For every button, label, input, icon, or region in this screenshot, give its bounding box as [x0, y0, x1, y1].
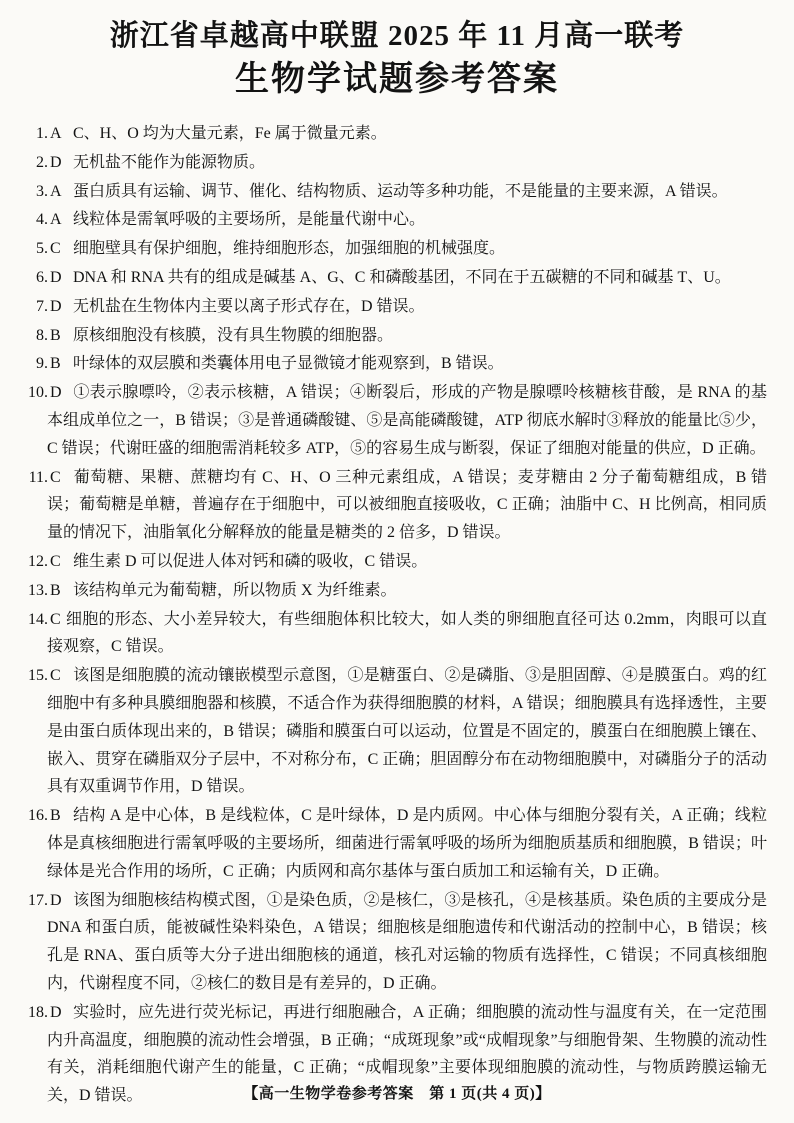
question-number: 11. [28, 468, 48, 486]
answer-explanation: 实验时，应先进行荧光标记，再进行细胞融合，A 正确；细胞膜的流动性与温度有关，在一定范围内升高温度，细胞膜的流动性会增强，B 正确；“成斑现象”或“成帽现象”与细胞骨架、生物膜的流动性有关，消耗细胞代谢产生的能量，C 正确；“成帽现象”主要体现细胞膜的流动性，与物质跨膜运输无关，D 错误。 [47, 1003, 767, 1105]
answer-item [25, 548, 767, 576]
answer-choice: B [50, 581, 61, 599]
exam-title: 浙江省卓越高中联盟 2025 年 11 月高一联考 [109, 20, 685, 52]
answer-key-title: 生物学试题参考答案 [235, 61, 559, 98]
answer-item [25, 606, 767, 662]
answer-item [25, 149, 767, 177]
answer-item [25, 464, 767, 547]
answer-choice: D [50, 297, 62, 315]
answer-item [25, 350, 767, 378]
answer-choice: C [50, 468, 61, 486]
question-number: 6. [36, 268, 48, 286]
question-number: 16. [28, 807, 48, 825]
answer-choice: A [50, 182, 62, 200]
answer-explanation: 葡萄糖、果糖、蔗糖均有 C、H、O 三种元素组成，A 错误；麦芽糖由 2 分子葡萄糖组成，B 错误；葡萄糖是单糖，普遍存在于细胞中，可以被细胞直接吸收，C 正确；油脂中 C、H 比例高，相同质量的情况下，油脂氧化分解释放的能量是糖类的 2 倍多，D 错误。 [47, 468, 767, 542]
answer-explanation: 无机盐不能作为能源物质。 [73, 153, 266, 171]
answer-label [25, 149, 73, 177]
answer-label [25, 322, 73, 350]
answer-explanation: 细胞壁具有保护细胞，维持细胞形态，加强细胞的机械强度。 [73, 240, 506, 258]
answer-label [25, 887, 73, 915]
answer-choice: A [50, 125, 62, 142]
answer-explanation: 该图是细胞膜的流动镶嵌模型示意图，①是糖蛋白、②是磷脂、③是胆固醇、④是膜蛋白。鸡的红细胞中有多种具膜细胞器和核膜，不适合作为获得细胞膜的材料，A 错误；细胞膜具有选择透性，主要是由蛋白质体现出来的，B 错误；磷脂和膜蛋白可以运动，位置是不固定的，膜蛋白在细胞膜上镶在、嵌入、贯穿在磷脂双分子层中，不对称分布，C 正确；胆固醇分布在动物细胞膜中，对磷脂分子的活动具有双重调节作用，D 错误。 [47, 667, 767, 796]
answer-label [25, 577, 73, 605]
answer-item [25, 293, 767, 321]
answer-label [25, 350, 73, 378]
question-number: 13. [28, 581, 48, 599]
answer-label [25, 120, 73, 148]
answer-choice: B [50, 355, 61, 373]
answer-explanation: 维生素 D 可以促进人体对钙和磷的吸收，C 错误。 [73, 552, 428, 570]
answer-explanation: 蛋白质具有运输、调节、催化、结构物质、运动等多种功能，不是能量的主要来源，A 错误。 [73, 182, 728, 200]
question-number: 5. [36, 240, 48, 258]
answer-label [25, 264, 73, 292]
question-number: 7. [36, 297, 48, 315]
answer-choice: D [50, 268, 62, 286]
answer-item [25, 322, 767, 350]
answer-explanation: C、H、O 均为大量元素，Fe 属于微量元素。 [73, 125, 387, 142]
answer-label [25, 206, 73, 234]
answer-item [25, 264, 767, 292]
answer-explanation: 无机盐在生物体内主要以离子形式存在，D 错误。 [73, 297, 425, 315]
answer-item [25, 802, 767, 885]
question-number: 15. [28, 667, 48, 685]
answer-item [25, 235, 767, 263]
answer-item [25, 206, 767, 234]
answer-item [25, 178, 767, 206]
question-number: 18. [28, 1003, 48, 1021]
question-number: 17. [28, 891, 48, 909]
answer-explanation: 结构 A 是中心体，B 是线粒体，C 是叶绿体，D 是内质网。中心体与细胞分裂有关，A 正确；线粒体是真核细胞进行需氧呼吸的主要场所，细菌进行需氧呼吸的场所为细胞质基质和细胞膜，B 错误；叶绿体是光合作用的场所，C 正确；内质网和高尔基体与蛋白质加工和运输有关，D 正确。 [47, 807, 767, 880]
answer-label [25, 464, 73, 492]
question-number: 14. [28, 610, 48, 628]
answer-item [25, 887, 767, 998]
question-number: 3. [36, 182, 48, 200]
answer-choice: D [50, 384, 62, 402]
answer-item [25, 577, 767, 605]
answer-explanation: 该图为细胞核结构模式图，①是染色质，②是核仁，③是核孔，④是核基质。染色质的主要成分是 DNA 和蛋白质，能被碱性染料染色，A 错误；细胞核是细胞遗传和代谢活动的控制中心，B 错误；核孔是 RNA、蛋白质等大分子进出细胞核的通道，核孔对运输的物质有选择性，C 错误；不同真核细胞内，代谢程度不同，②核仁的数目是有差异的，D 正确。 [47, 891, 767, 992]
answer-explanation: 线粒体是需氧呼吸的主要场所，是能量代谢中心。 [73, 211, 426, 229]
answer-explanation: DNA 和 RNA 共有的组成是碱基 A、G、C 和磷酸基团，不同在于五碳糖的不同和碱基 T、U。 [73, 268, 731, 286]
answer-explanation: ①表示腺嘌呤，②表示核糖，A 错误；④断裂后，形成的产物是腺嘌呤核糖核苷酸，是 RNA 的基本组成单位之一，B 错误；③是普通磷酸键、⑤是高能磷酸键，ATP 彻底水解时③释放的能量比⑤少，C 错误；代谢旺盛的细胞需消耗较多 ATP，⑤的容易生成与断裂，保证了细胞对能量的供应，D 正确。 [47, 384, 767, 457]
answer-item [25, 662, 767, 801]
answer-label [25, 293, 73, 321]
answer-choice: A [50, 211, 62, 229]
answer-explanation: 该结构单元为葡萄糖，所以物质 X 为纤维素。 [73, 581, 397, 599]
answer-choice: D [50, 1003, 62, 1021]
question-number: 2. [36, 153, 48, 171]
answer-item [25, 120, 767, 148]
answer-label [25, 606, 61, 634]
question-number: 1. [36, 125, 48, 142]
answer-choice: C [50, 552, 61, 570]
answer-explanation: 叶绿体的双层膜和类囊体用电子显微镜才能观察到，B 错误。 [73, 355, 504, 373]
answer-choice: B [50, 326, 61, 344]
answer-label [25, 379, 73, 407]
answer-label [25, 999, 73, 1027]
answer-label [25, 235, 73, 263]
question-number: 9. [36, 355, 48, 373]
question-number: 12. [28, 552, 48, 570]
answer-explanation: 细胞的形态、大小差异较大，有些细胞体积比较大，如人类的卵细胞直径可达 0.2mm，肉眼可以直接观察，C 错误。 [47, 610, 767, 656]
answer-label [25, 802, 73, 830]
answer-explanation: 原核细胞没有核膜，没有具生物膜的细胞器。 [73, 326, 394, 344]
document-header [0, 0, 794, 102]
answer-choice: B [50, 807, 61, 825]
answer-choice: D [50, 153, 62, 171]
answer-list [0, 120, 794, 1110]
question-number: 8. [36, 326, 48, 344]
answer-choice: C [50, 667, 61, 685]
answer-label [25, 662, 73, 690]
answer-choice: C [50, 240, 61, 258]
page-footer: 【高一生物学卷参考答案 第 1 页(共 4 页)】 [243, 1086, 551, 1102]
question-number: 4. [36, 211, 48, 229]
answer-choice: C [50, 610, 61, 628]
question-number: 10. [28, 384, 48, 402]
answer-label [25, 548, 73, 576]
answer-item [25, 379, 767, 462]
answer-label [25, 178, 73, 206]
answer-choice: D [50, 891, 62, 909]
